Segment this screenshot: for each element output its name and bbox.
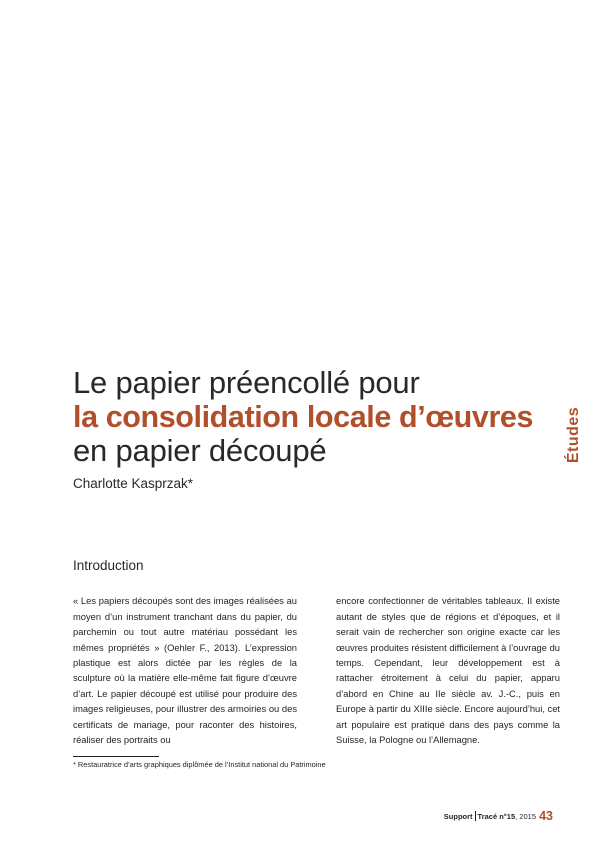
section-heading: Introduction — [73, 558, 144, 573]
footer-issue: Tracé n°15 — [477, 812, 516, 821]
title-line-1: Le papier préencollé pour — [73, 365, 420, 400]
footnote: * Restauratrice d’arts graphiques diplômée de l’Institut national du Patrimoine — [73, 760, 326, 769]
section-tab — [563, 406, 585, 464]
body-column-left: « Les papiers découpés sont des images réalisées au moyen d’un instrument tranchant dans du papier, du parchemin ou tout autre matériau possédant les mêmes propriétés » (Oehler F., 2013). L’expression plastique est alors dictée par les règles de la sculpture où la matière elle-même fait figure d’œuvre d’art. Le papier découpé est utilisé pour produire des images religieuses, pour illustrer des armoiries ou des certificats de mariage, pour raconter des histoires, réaliser des portraits ou — [73, 596, 297, 745]
author-name: Charlotte Kasprzak* — [73, 476, 194, 491]
title-line-3: en papier découpé — [73, 433, 327, 468]
page-number: 43 — [539, 809, 553, 823]
footer-journal: Support — [443, 812, 473, 821]
footer-year: , 2015 — [515, 812, 536, 821]
body-column-right: encore confectionner de véritables tableaux. Il existe autant de styles que de régions et d’époques, et il serait vain de rechercher son origine exacte car les œuvres produites résistent difficilement à l’ouvrage du temps. Cependant, leur développement est à rattacher étroitement à celui du papier, apparu d’abord en Chine au IIe siècle av. J.-C., puis en Europe à partir du XIIIe siècle. Encore aujourd’hui, cet art populaire est pratiqué dans des pays comme la Suisse, la Pologne ou l’Allemagne. — [336, 596, 560, 745]
title-line-2-highlight: la consolidation locale d’œuvres — [73, 400, 534, 434]
footer-separator — [475, 811, 476, 821]
article-title — [73, 366, 553, 468]
page-footer — [440, 809, 553, 823]
section-tab-label: Études — [565, 406, 582, 464]
footnote-divider — [73, 756, 159, 757]
